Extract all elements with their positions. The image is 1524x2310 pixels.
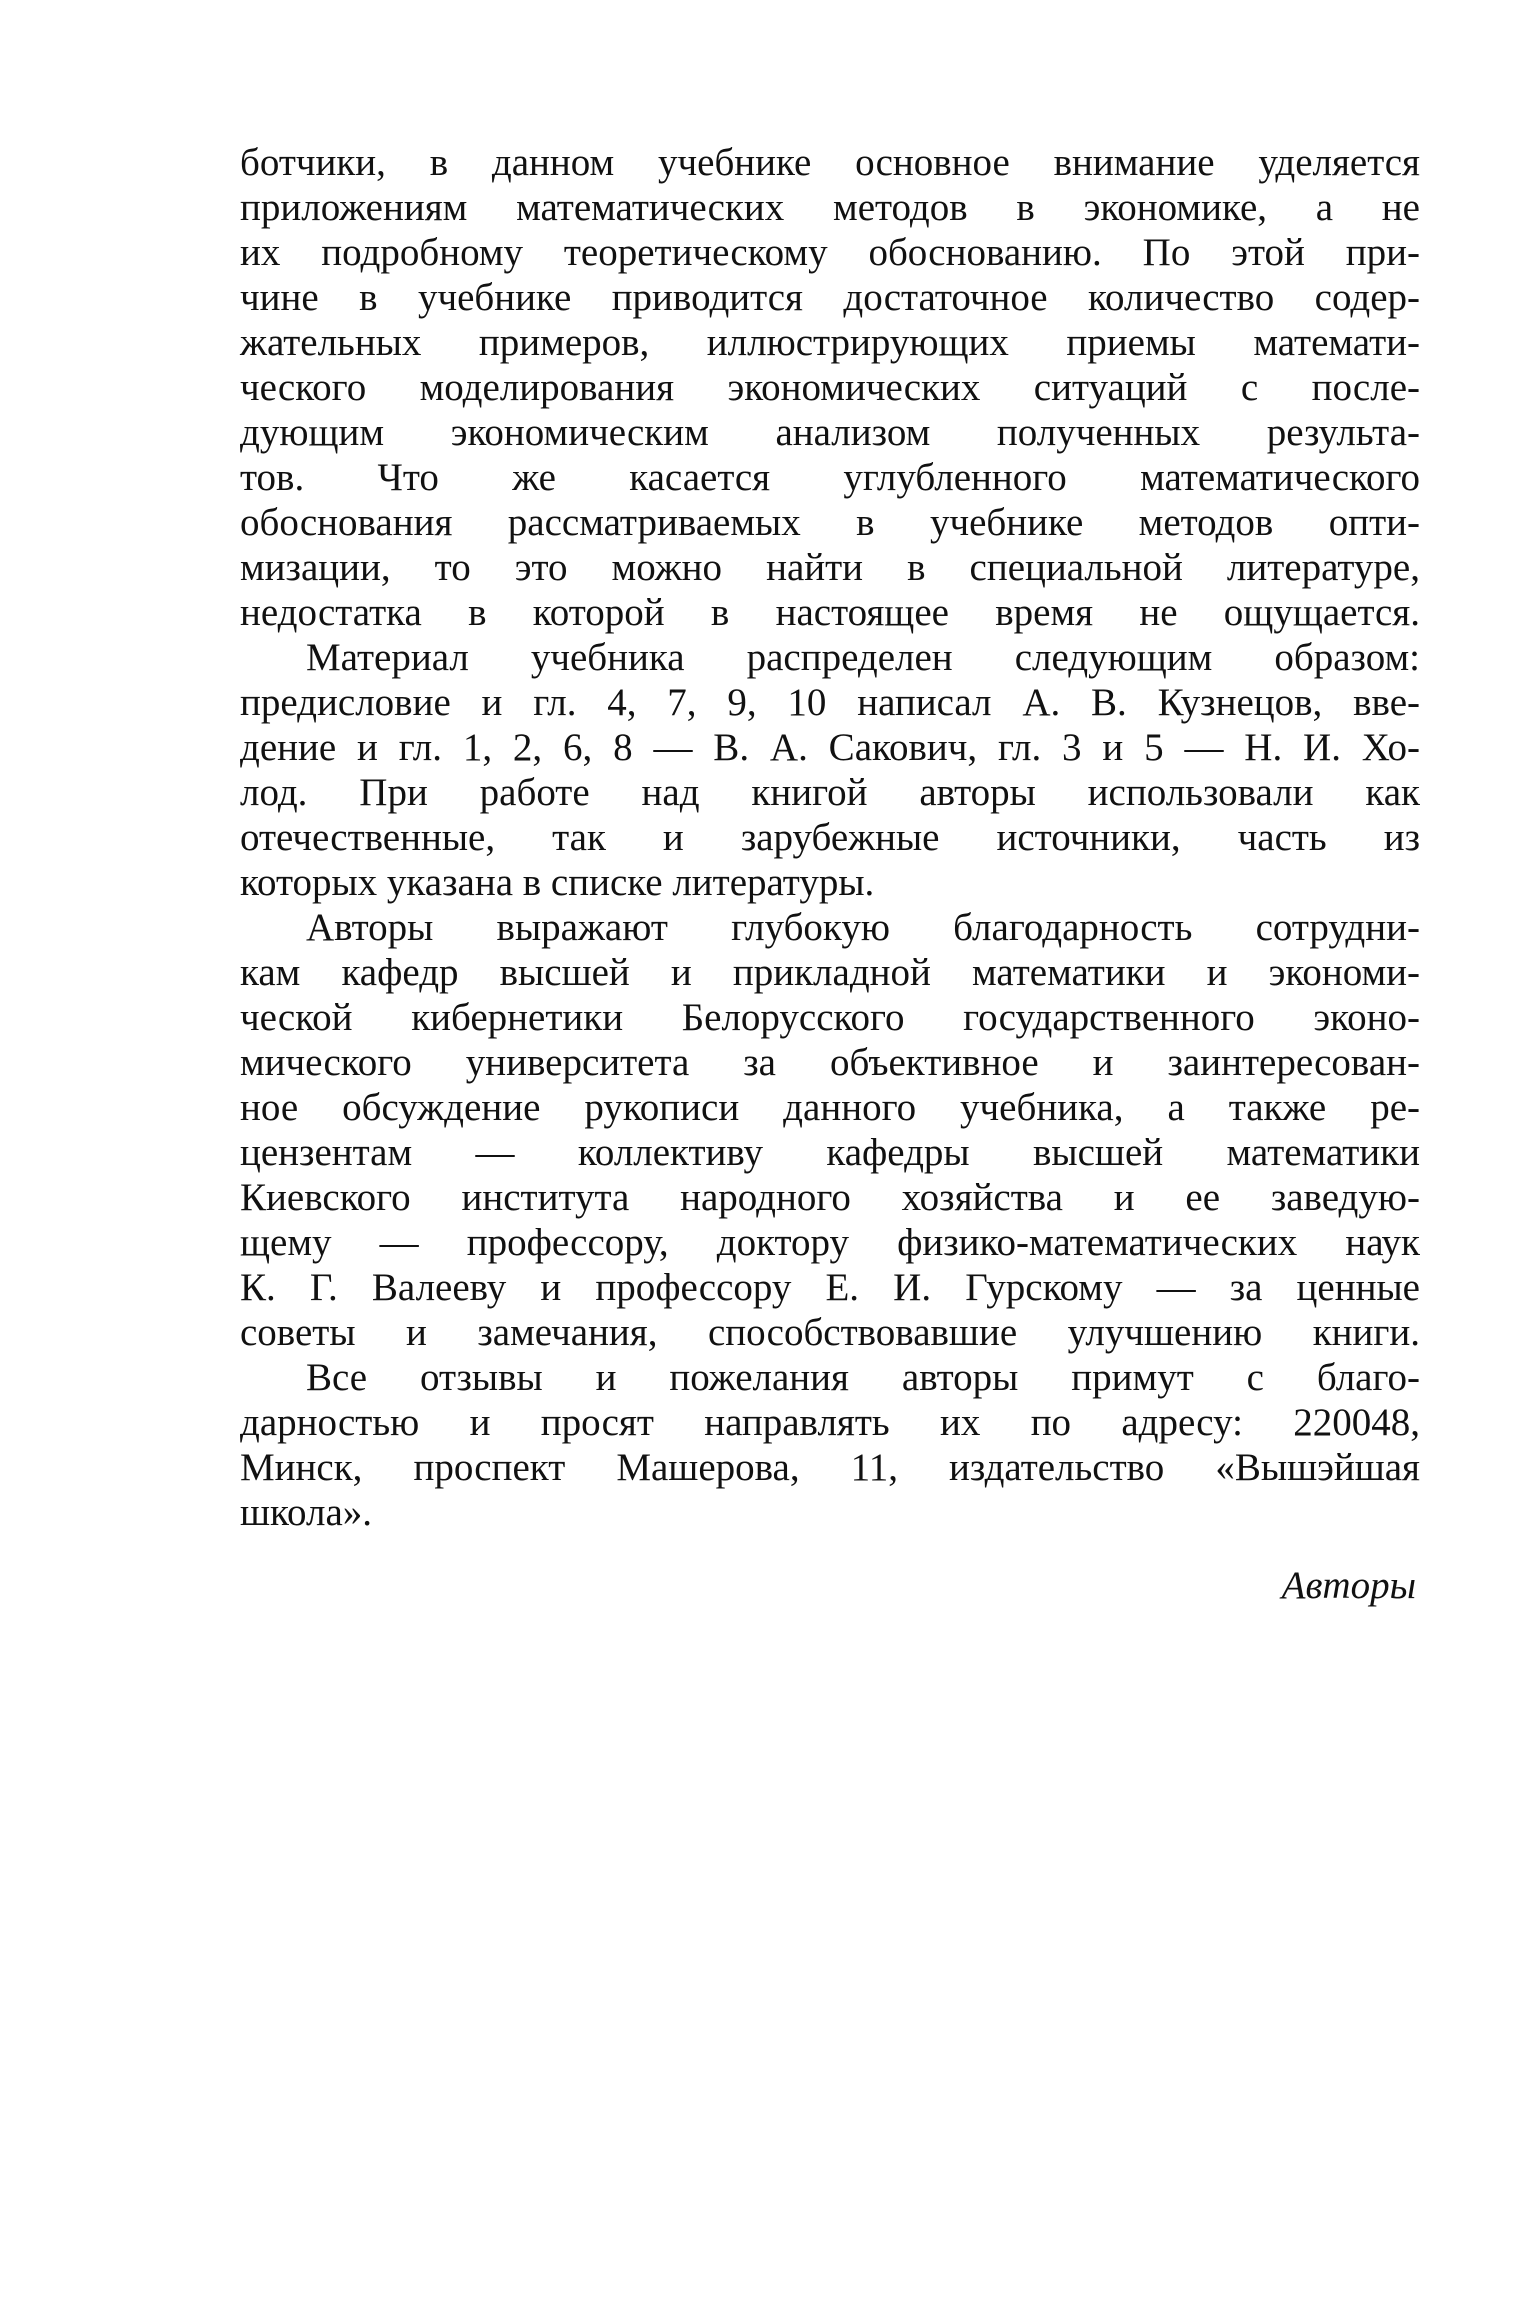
text-line: мического университета за объективное и заинтересован-	[240, 1041, 1420, 1084]
text-line: обоснования рассматриваемых в учебнике методов опти-	[240, 501, 1420, 544]
text-line: дение и гл. 1, 2, 6, 8 — В. А. Сакович, гл. 3 и 5 — Н. И. Хо-	[240, 726, 1420, 769]
text-line: их подробному теоретическому обоснованию. По этой при-	[240, 231, 1420, 274]
text-line: приложениям математических методов в экономике, а не	[240, 186, 1420, 229]
text-line: мизации, то это можно найти в специальной литературе,	[240, 546, 1420, 589]
text-line: Киевского института народного хозяйства и ее заведую-	[240, 1176, 1420, 1219]
text-line: советы и замечания, способствовавшие улучшению книги.	[240, 1311, 1420, 1354]
text-line: К. Г. Валееву и профессору Е. И. Гурскому — за ценные	[240, 1266, 1420, 1309]
text-line: Авторы выражают глубокую благодарность сотрудни-	[306, 906, 1420, 949]
text-line: жательных примеров, иллюстрирующих приемы математи-	[240, 321, 1420, 364]
paragraph-2	[240, 635, 1420, 905]
text-line: ное обсуждение рукописи данного учебника, а также ре-	[240, 1086, 1420, 1129]
text-line: ческой кибернетики Белорусского государственного эконо-	[240, 996, 1420, 1039]
text-line: тов. Что же касается углубленного математического	[240, 456, 1420, 499]
text-line: отечественные, так и зарубежные источники, часть из	[240, 816, 1420, 859]
text-line: Материал учебника распределен следующим образом:	[306, 636, 1420, 679]
authors-signature: Авторы	[1281, 1564, 1416, 1607]
text-line: щему — профессору, доктору физико-математических наук	[240, 1221, 1420, 1264]
text-line: недостатка в которой в настоящее время не ощущается.	[240, 591, 1420, 634]
text-line: предисловие и гл. 4, 7, 9, 10 написал А. В. Кузнецов, вве-	[240, 681, 1420, 724]
paragraph-1	[240, 140, 1420, 635]
text-line: Минск, проспект Машерова, 11, издательство «Вышэйшая	[240, 1446, 1420, 1489]
text-line: дарностью и просят направлять их по адресу: 220048,	[240, 1401, 1420, 1444]
text-line: школа».	[240, 1491, 373, 1534]
text-line: дующим экономическим анализом полученных результа-	[240, 411, 1420, 454]
text-line: лод. При работе над книгой авторы использовали как	[240, 771, 1420, 814]
paragraph-3	[240, 905, 1420, 1355]
page-text	[240, 140, 1420, 1608]
text-line: кам кафедр высшей и прикладной математики и экономи-	[240, 951, 1420, 994]
text-line: ческого моделирования экономических ситуаций с после-	[240, 366, 1420, 409]
text-line: цензентам — коллективу кафедры высшей математики	[240, 1131, 1420, 1174]
paragraph-4	[240, 1355, 1420, 1535]
text-line: которых указана в списке литературы.	[240, 861, 875, 904]
text-line: ботчики, в данном учебнике основное внимание уделяется	[240, 141, 1420, 184]
text-line: Все отзывы и пожелания авторы примут с благо-	[306, 1356, 1420, 1399]
text-line: чине в учебнике приводится достаточное количество содер-	[240, 276, 1420, 319]
